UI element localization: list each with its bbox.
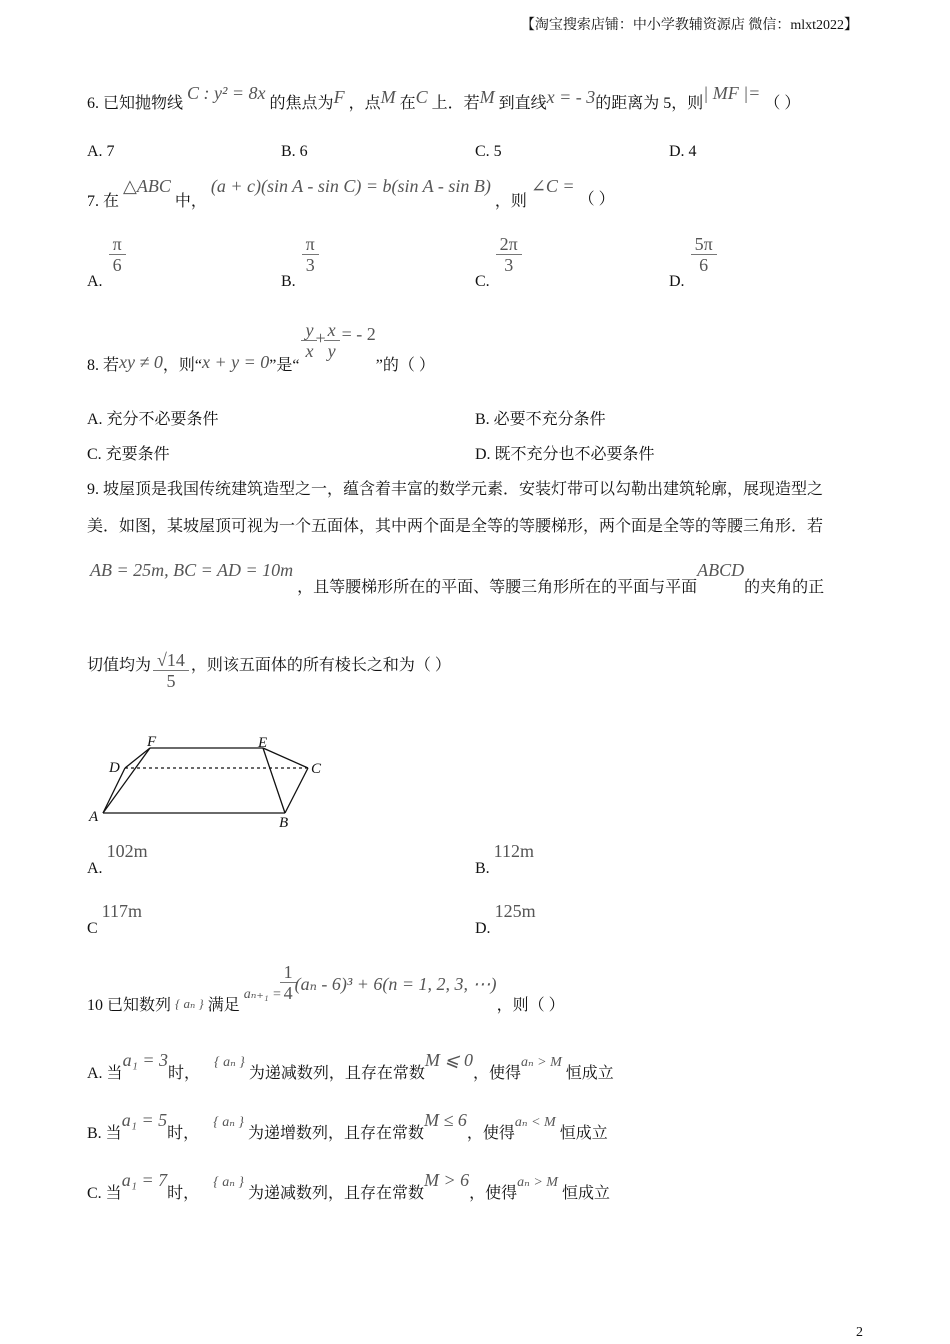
page-number: 2 xyxy=(856,1325,863,1340)
q9-text: ，则该五面体的所有棱长之和为（ ） xyxy=(190,657,451,675)
q6-number: 6. 已知抛物线 xyxy=(87,95,184,112)
q9-lengths-eq: AB = 25m, BC = AD = 10m xyxy=(90,560,294,580)
q10-initial-value: a₁ = 3 xyxy=(122,1050,168,1070)
q10-number: 10 已知数列 xyxy=(87,997,172,1015)
vertex-label-d: D xyxy=(109,760,120,776)
q8-text: ，则“ xyxy=(162,357,202,375)
q10-option-label: A. 当 xyxy=(87,1065,123,1082)
q10-text: 时， xyxy=(167,1185,200,1202)
q8-option-d[interactable]: D. 既不充分也不必要条件 xyxy=(475,446,655,463)
q6-line-eq: x = - 3 xyxy=(546,87,596,107)
q10-inequality: aₙ < M xyxy=(514,1115,556,1130)
q10-text: 为递增数列，且存在常数 xyxy=(247,1125,424,1142)
q8-condition: xy ≠ 0 xyxy=(119,352,163,373)
q6-focus: F xyxy=(333,87,345,107)
q6-option-d[interactable]: D. 4 xyxy=(669,143,697,160)
vertex-label-b: B xyxy=(279,815,289,831)
q9-line-2: 美．如图，某坡屋顶可视为一个五面体，其中两个面是全等的等腰梯形，两个面是全等的等腰三角形．若 xyxy=(87,518,824,535)
frac-numerator: π xyxy=(305,234,315,254)
q7-frac-d xyxy=(693,234,715,275)
q10-text: 时， xyxy=(167,1125,200,1142)
q9-option-label: D. xyxy=(475,920,491,937)
frac-denominator: 3 xyxy=(504,255,514,275)
q6-text: 在 xyxy=(399,95,416,112)
q9-text: 切值均为 xyxy=(87,657,152,675)
q10-rhs: (aₙ - 6)³ + 6(n = 1, 2, 3, ⋯) xyxy=(294,974,497,995)
q9-tan-fraction xyxy=(155,650,187,691)
q7-text: ，则 xyxy=(494,193,527,210)
vertex-label-a: A xyxy=(89,809,99,825)
q7-option-d[interactable] xyxy=(669,234,715,291)
q9-option-value: 112m xyxy=(493,841,535,861)
frac-denominator: 3 xyxy=(305,255,315,275)
q10-initial-value: a₁ = 5 xyxy=(121,1110,168,1130)
q9-plane-abcd: ABCD xyxy=(697,560,745,580)
q10-text: 恒成立 xyxy=(565,1065,614,1082)
q10-text: 恒成立 xyxy=(559,1125,608,1142)
q10-sequence: { aₙ } xyxy=(213,1175,244,1190)
q10-text: 满足 xyxy=(207,997,240,1015)
q10-constant-cond: M > 6 xyxy=(424,1170,470,1190)
q9-option-value: 125m xyxy=(494,901,536,921)
frac-numerator: x xyxy=(327,320,336,340)
frac-numerator: π xyxy=(112,234,122,254)
q7-option-b[interactable] xyxy=(281,234,317,291)
q7-text: 中， xyxy=(174,193,207,210)
q9-option-d[interactable] xyxy=(475,901,536,937)
q7-stem xyxy=(87,172,615,210)
edge-bc xyxy=(285,768,308,813)
q9-option-label: B. xyxy=(475,860,490,877)
q6-option-a[interactable]: A. 7 xyxy=(87,143,115,160)
q10-sequence: { aₙ } xyxy=(175,996,204,1012)
q10-option-label: B. 当 xyxy=(87,1125,122,1142)
q7-option-a[interactable] xyxy=(87,234,124,291)
q8-stem xyxy=(87,320,435,375)
q7-number: 7. 在 xyxy=(87,193,120,210)
q6-text: 到直线 xyxy=(498,95,547,112)
q9-text: ，且等腰梯形所在的平面、等腰三角形所在的平面与平面 xyxy=(297,579,698,596)
q10-text: 恒成立 xyxy=(561,1185,610,1202)
q9-line-3 xyxy=(90,558,825,596)
q7-angle-c: ∠C = xyxy=(530,176,575,196)
q10-text: 为递减数列，且存在常数 xyxy=(247,1185,424,1202)
q6-stem xyxy=(87,83,801,118)
q7-frac-b xyxy=(304,234,317,275)
q10-inequality: aₙ > M xyxy=(520,1055,562,1070)
q9-option-c[interactable] xyxy=(87,901,143,937)
q7-option-c[interactable] xyxy=(475,234,520,291)
q7-option-label: C. xyxy=(475,273,490,291)
q9-text: 的夹角的正 xyxy=(744,579,825,596)
q9-option-a[interactable] xyxy=(87,841,148,877)
edge-ec xyxy=(263,748,308,768)
q10-text: ，则（ ） xyxy=(496,997,565,1015)
q8-plus: + xyxy=(315,328,326,349)
q10-constant-cond: M ≤ 6 xyxy=(424,1110,467,1130)
q10-inequality: aₙ > M xyxy=(517,1175,558,1190)
frac-denominator: 6 xyxy=(699,255,709,275)
q10-option-c[interactable] xyxy=(87,1168,610,1202)
q6-parabola-eq: C : y² = 8x xyxy=(187,83,266,103)
q9-option-value: 117m xyxy=(101,901,143,921)
q10-sequence: { aₙ } xyxy=(213,1055,245,1070)
frac-numerator: 5π xyxy=(694,234,713,254)
q6-mf-expr: | MF |= xyxy=(703,83,761,103)
frac-denominator: 5 xyxy=(166,671,176,691)
q9-option-value: 102m xyxy=(106,841,148,861)
q6-option-c[interactable]: C. 5 xyxy=(475,143,502,160)
q9-line-1: 9. 坡屋顶是我国传统建筑造型之一，蕴含着丰富的数学元素．安装灯带可以勾勒出建筑轮廓，展现造型之 xyxy=(87,481,824,498)
frac-denominator: 6 xyxy=(112,255,122,275)
q8-frac-y-over-x xyxy=(303,320,315,361)
vertex-label-c: C xyxy=(311,761,322,777)
q7-triangle: △ABC xyxy=(123,176,171,196)
q8-option-a[interactable]: A. 充分不必要条件 xyxy=(87,411,219,428)
q10-text: 为递减数列，且存在常数 xyxy=(248,1065,425,1082)
q6-text: 的焦点为 xyxy=(269,95,334,112)
q8-frac-x-over-y xyxy=(326,320,338,361)
frac-numerator: 2π xyxy=(499,234,518,254)
q8-number: 8. 若 xyxy=(87,357,120,375)
q9-option-b[interactable] xyxy=(475,841,535,877)
q8-statement: x + y = 0 xyxy=(201,352,270,373)
page-header: 【淘宝搜索店铺：中小学教辅资源店 微信：mlxt2022】 xyxy=(520,18,858,33)
q8-option-c[interactable]: C. 充要条件 xyxy=(87,446,170,463)
q7-frac-c xyxy=(498,234,520,275)
q9-option-label: A. xyxy=(87,860,103,877)
q10-sequence: { aₙ } xyxy=(213,1115,244,1130)
frac-numerator: 1 xyxy=(283,962,293,982)
frac-denominator: x xyxy=(305,341,314,361)
vertex-label-e: E xyxy=(258,735,268,751)
q7-option-label: D. xyxy=(669,273,685,291)
q10-text: ，使得 xyxy=(469,1185,518,1202)
q10-text: ，使得 xyxy=(466,1125,515,1142)
q10-text: ，使得 xyxy=(472,1065,521,1082)
frac-denominator: y xyxy=(327,341,336,361)
q7-equation: (a + c)(sin A - sin C) = b(sin A - sin B) xyxy=(210,176,491,196)
q6-curve-c: C xyxy=(415,87,428,107)
q7-option-label: B. xyxy=(281,273,296,291)
q6-point-m: M xyxy=(380,87,396,107)
q10-option-label: C. 当 xyxy=(87,1185,122,1202)
frac-numerator: √14 xyxy=(157,650,185,670)
q7-frac-a xyxy=(111,234,124,275)
q7-option-label: A. xyxy=(87,273,103,291)
q6-text: 上．若 xyxy=(431,95,480,112)
q10-stem xyxy=(87,962,565,1015)
q8-option-b[interactable]: B. 必要不充分条件 xyxy=(475,411,606,428)
q6-text: 的距离为 5，则 xyxy=(595,95,704,112)
q8-rhs: = - 2 xyxy=(341,324,376,345)
q9-line-4 xyxy=(87,650,451,691)
q7-answer-paren: （ ） xyxy=(578,191,615,208)
q10-option-b[interactable] xyxy=(87,1108,608,1142)
q8-text: ”是“ xyxy=(269,357,300,375)
q6-point-m: M xyxy=(479,87,495,107)
edge-eb xyxy=(263,748,285,813)
vertex-label-f: F xyxy=(147,734,157,750)
edge-af xyxy=(103,748,150,813)
frac-numerator: y xyxy=(305,320,314,340)
q10-lhs: aₙ₊₁ = xyxy=(243,987,282,1003)
q9-option-label: C xyxy=(87,920,98,937)
q10-constant-cond: M ⩽ 0 xyxy=(424,1050,473,1070)
q10-option-a[interactable] xyxy=(87,1048,614,1082)
q6-text: ，点 xyxy=(348,95,381,112)
q10-text: 时， xyxy=(167,1065,200,1082)
q9-roof-figure xyxy=(85,728,335,833)
q8-text: ”的（ ） xyxy=(375,357,435,375)
q6-answer-paren: （ ） xyxy=(764,95,801,112)
frac-denominator: 4 xyxy=(283,983,293,1003)
q10-quarter-fraction xyxy=(282,962,295,1003)
q10-initial-value: a₁ = 7 xyxy=(121,1170,168,1190)
q6-option-b[interactable]: B. 6 xyxy=(281,143,308,160)
